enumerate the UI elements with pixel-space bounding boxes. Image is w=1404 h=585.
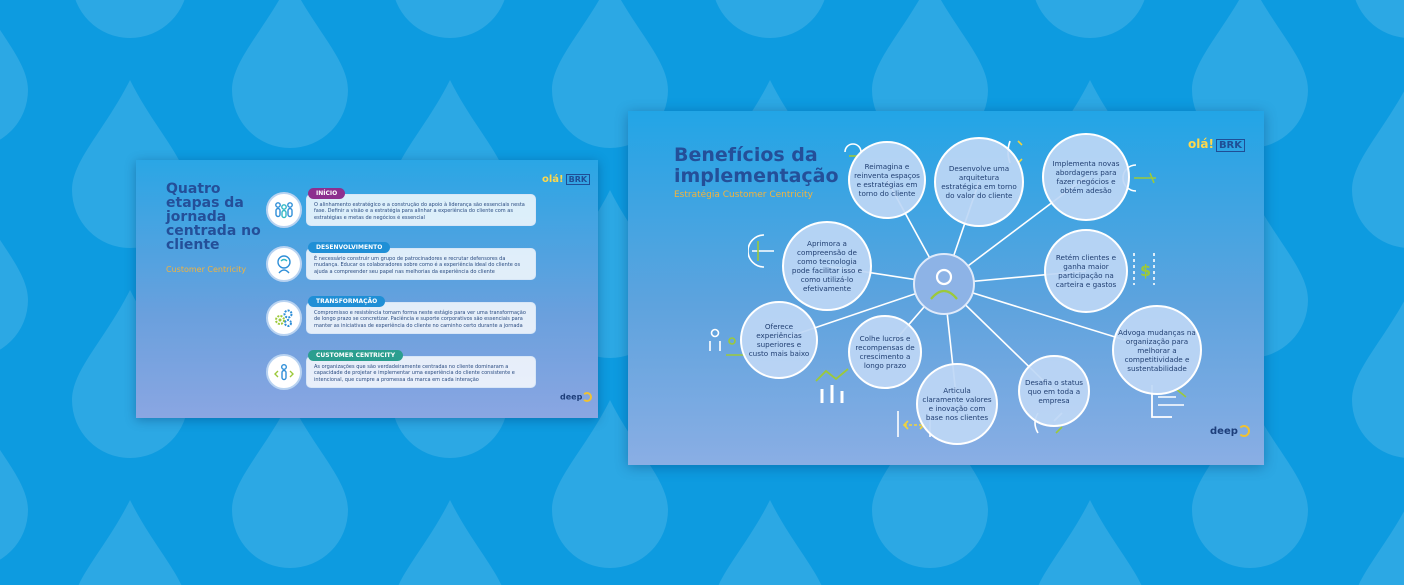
stage-description: Compromisso e resistência tomam forma neste estágio para ver uma transformação de longo prazo se concretizar. Paciência e suporte corporativos são essenciais para manter as iniciativas de experiência do cliente no caminho certo durante a jornada — [306, 302, 536, 334]
stage-description: É necessário construir um grupo de patrocinadores e recrutar defensores da mudança. Educar os colaboradores sobre como é a experiência ideal do cliente os ajuda a compreender seu papel nas melhorias da experiência do cliente — [306, 248, 536, 280]
deep-logo — [1210, 425, 1250, 437]
water-drop-shape — [1352, 0, 1404, 38]
water-drop-shape — [1352, 80, 1404, 248]
water-drop-shape — [0, 190, 28, 358]
stage-label: DESENVOLVIMENTO — [308, 242, 390, 253]
slide-implementation-benefits — [628, 111, 1264, 465]
ola-logo-text: olá! — [542, 174, 564, 185]
water-drop-shape — [1352, 290, 1404, 458]
stage-row-desenvolvimento — [266, 242, 598, 290]
water-drop-shape — [0, 400, 28, 568]
dollar-icon — [1130, 249, 1158, 289]
water-drop-shape — [712, 500, 828, 585]
water-drop-shape — [1032, 0, 1148, 38]
slide1-title: Quatro etapas da jornada centrada no cliente — [166, 181, 261, 253]
ola-logo-text: olá! — [1188, 137, 1214, 151]
benefit-node: Reimagina e reinventa espaços e estratégias em torno do cliente — [848, 141, 926, 219]
stage-label: INÍCIO — [308, 188, 345, 199]
water-drop-shape — [1352, 500, 1404, 585]
deep-logo-text: deep — [1210, 426, 1238, 437]
person-arrows-icon — [266, 354, 302, 390]
stage-row-customer-centricity — [266, 350, 598, 398]
slide2-subtitle: Estratégia Customer Centricity — [674, 190, 813, 200]
benefit-node: Colhe lucros e recompensas de crescimento a longo prazo — [848, 315, 922, 389]
deep-ring-icon — [1238, 425, 1250, 437]
brk-logo-text: BRK — [566, 174, 590, 185]
stage-label: CUSTOMER CENTRICITY — [308, 350, 403, 361]
gears-icon — [266, 300, 302, 336]
benefit-node: Implementa novas abordagens para fazer negócios e obtém adesão — [1042, 133, 1130, 221]
water-drop-shape — [392, 500, 508, 585]
water-drop-shape — [72, 0, 188, 38]
person-icon — [915, 255, 973, 313]
person-head-icon — [266, 246, 302, 282]
ola-brk-logo — [542, 174, 590, 185]
deep-logo — [560, 392, 592, 402]
deep-ring-icon — [582, 392, 592, 402]
stage-row-inicio — [266, 188, 598, 236]
stage-row-transformacao — [266, 296, 598, 344]
benefit-node: Articula claramente valores e inovação com base nos clientes — [916, 363, 998, 445]
water-drop-shape — [712, 0, 828, 38]
benefit-node: Oferece experiências superiores e custo mais baixo — [740, 301, 818, 379]
benefit-node: Aprimora a compreensão de como tecnologia pode facilitar isso e como utilizá-lo efetivamente — [782, 221, 872, 311]
water-drop-shape — [392, 0, 508, 38]
stage-label: TRANSFORMAÇÃO — [308, 296, 385, 307]
stage-description: O alinhamento estratégico e a construção do apoio à liderança são essenciais nesta fase. Definir a visão e a estratégia para alinhar a experiência do cliente com as estratégias e metas de negócios é essencial — [306, 194, 536, 226]
slide1-subtitle: Customer Centricity — [166, 265, 247, 274]
hub-node — [913, 253, 975, 315]
water-drop-shape — [72, 500, 188, 585]
deep-logo-text: deep — [560, 392, 583, 402]
slide-four-stages — [136, 160, 598, 418]
globe-icon — [748, 231, 778, 271]
benefit-node: Advoga mudanças na organização para melhorar a competitividade e sustentabilidade — [1112, 305, 1202, 395]
water-drop-shape — [232, 400, 348, 568]
benefit-node: Retém clientes e ganha maior participação na carteira e gastos — [1044, 229, 1128, 313]
water-drop-shape — [1032, 500, 1148, 585]
stage-description: As organizações que são verdadeiramente centradas no cliente dominaram a capacidade de projetar e implementar uma experiência do cliente consistente e intencional, que cumpre a promessa da marca em cada interação — [306, 356, 536, 388]
people-icon — [266, 192, 302, 228]
water-drop-shape — [0, 0, 28, 148]
brk-logo-text: BRK — [1216, 139, 1245, 152]
svg-text:$: $ — [1140, 261, 1152, 280]
benefit-node: Desafia o status quo em toda a empresa — [1018, 355, 1090, 427]
benefit-node: Desenvolve uma arquitetura estratégica em torno do valor do cliente — [934, 137, 1024, 227]
water-drop-shape — [232, 0, 348, 148]
slide2-title: Benefícios da implementação — [674, 144, 839, 187]
